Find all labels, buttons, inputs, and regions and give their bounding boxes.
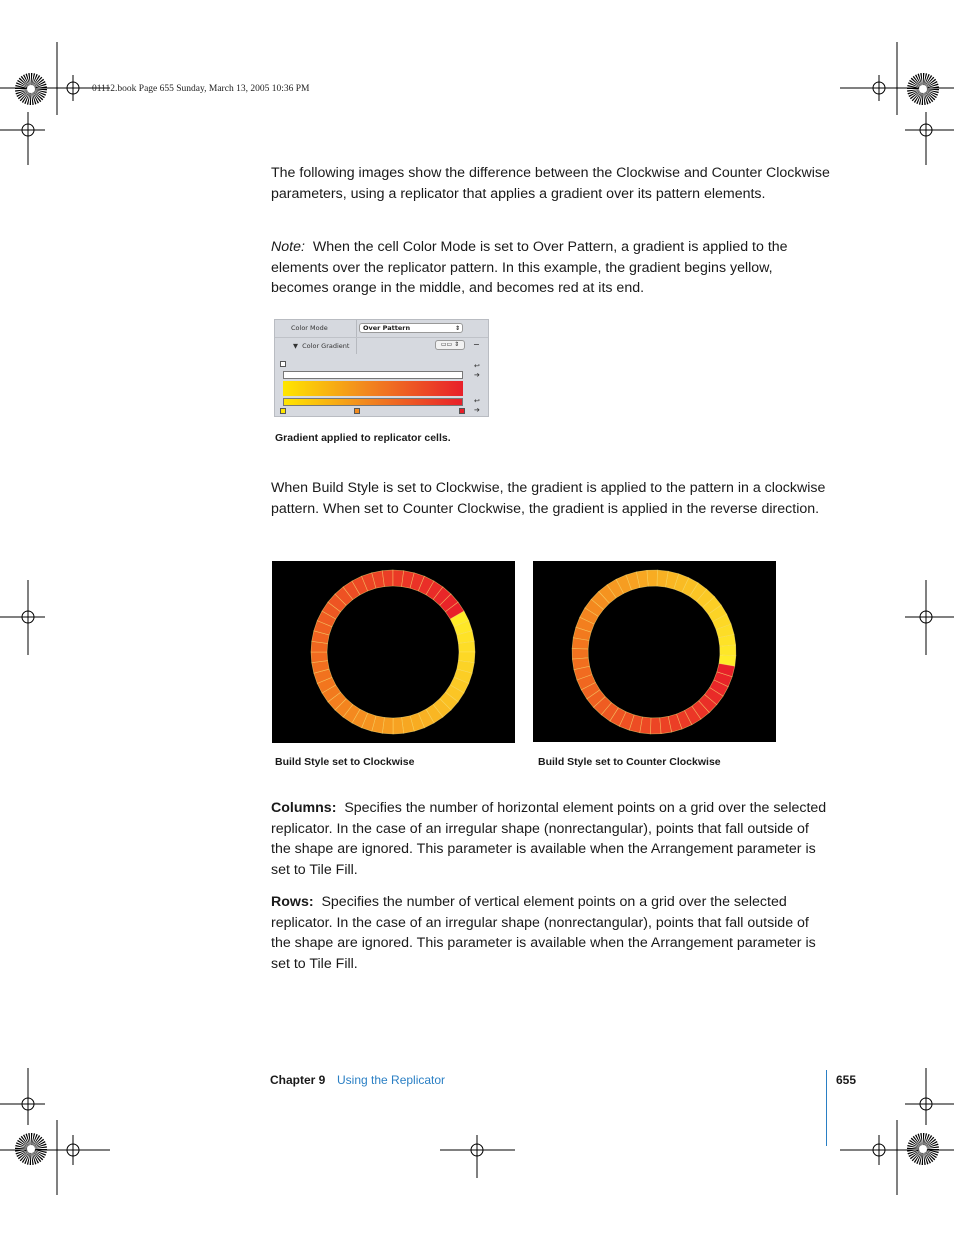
color-mode-value: Over Pattern [363, 324, 411, 332]
reset-arrow-icon[interactable]: ↩ [474, 362, 480, 370]
ring-segment [382, 570, 393, 587]
select-arrows-icon: ⇕ [454, 325, 460, 332]
color-mode-select[interactable] [359, 323, 463, 333]
rows-text: Specifies the number of vertical element points on a grid over the selected replicator. In the case of an irregular shape (nonrectangular), points that fall outside of the shape are ignored. This parameter is available when the Arrangement parameter is set to Tile Fill. [271, 894, 816, 972]
ring-segment [458, 641, 475, 652]
note-text: When the cell Color Mode is set to Over Pattern, a gradient is applied to the elements over the replicator pattern. In this example, the gradient begins yellow, becomes orange in the middle, and becomes red at its end. [271, 239, 788, 297]
reset-arrow-icon[interactable]: ↩ [474, 397, 480, 405]
color-stop-orange[interactable] [354, 408, 360, 414]
page-number: 655 [836, 1073, 857, 1087]
disclosure-triangle-icon[interactable]: ▼ [293, 342, 298, 350]
gradient-preview [283, 381, 463, 396]
intro-paragraph: The following images show the difference between the Clockwise and Counter Clockwise parameters, using a replicator that applies a gradient over its pattern elements. [271, 165, 830, 202]
right-arrow-icon[interactable]: ➔ [474, 371, 480, 379]
right-arrow-icon[interactable]: ➔ [474, 406, 480, 414]
gradient-preset-button[interactable] [435, 340, 465, 350]
color-stop-yellow[interactable] [280, 408, 286, 414]
columns-paragraph [271, 798, 831, 880]
color-gradient-row[interactable] [293, 342, 349, 350]
color-gradient-inspector [274, 319, 489, 417]
opacity-bar [283, 371, 463, 379]
book-icon: ▭▭ ⇕ [440, 341, 460, 348]
footer-chapter-title: Using the Replicator [337, 1073, 446, 1087]
ring-segment [647, 570, 658, 586]
inspector-row-separator [275, 337, 488, 338]
figure3-caption: Build Style set to Counter Clockwise [538, 756, 721, 768]
clockwise-ring [272, 561, 515, 743]
rows-paragraph [271, 892, 831, 974]
ring-segment [393, 717, 404, 734]
counter-clockwise-ring-image [533, 561, 776, 742]
color-mode-label: Color Mode [291, 324, 328, 332]
ring-segment [572, 648, 588, 659]
ring-segment [311, 652, 328, 663]
note-label: Note: [271, 239, 305, 255]
columns-term: Columns: [271, 800, 337, 816]
columns-text: Specifies the number of horizontal element points on a grid over the selected replicator. In the case of an irregular shape (nonrectangular), points that fall outside of the shape are ignored. This parameter is available when the Arrangement parameter is set to Tile Fill. [271, 800, 827, 878]
counter-clockwise-ring [533, 561, 776, 742]
opacity-stop[interactable] [280, 361, 286, 367]
footer-chapter: Chapter 9 [270, 1073, 326, 1087]
color-stop-red[interactable] [459, 408, 465, 414]
figure1-caption: Gradient applied to replicator cells. [275, 432, 451, 444]
clockwise-ring-image [272, 561, 515, 743]
footer-rule [826, 1070, 827, 1146]
figure2-caption: Build Style set to Clockwise [275, 756, 415, 768]
build-style-paragraph: When Build Style is set to Clockwise, the gradient is applied to the pattern in a clockwise pattern. When set to Counter Clockwise, the gradient is applied in the reverse direction. [271, 480, 826, 517]
ring-segment [650, 718, 661, 734]
color-gradient-label: Color Gradient [302, 342, 350, 350]
color-bar [283, 398, 463, 406]
print-slug: 01112.book Page 655 Sunday, March 13, 2005 10:36 PM [92, 84, 310, 94]
collapse-minus-icon[interactable]: − [473, 340, 480, 349]
note-paragraph [271, 237, 831, 299]
ring-segment [720, 645, 736, 656]
rows-term: Rows: [271, 894, 314, 910]
